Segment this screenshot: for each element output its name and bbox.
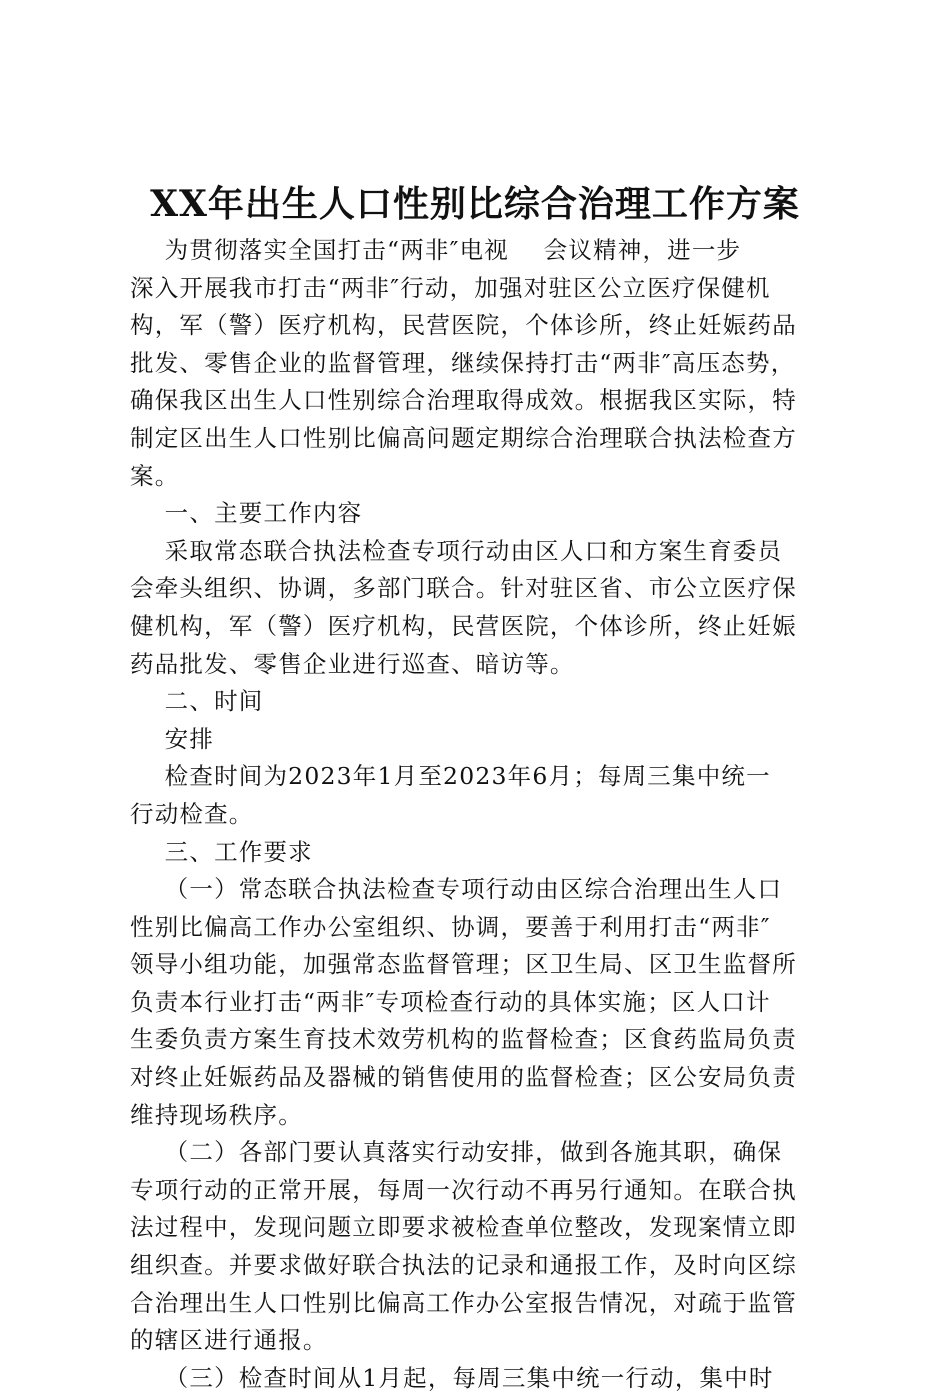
text-line: 维持现场秩序。 <box>130 1100 303 1129</box>
text-line: （一）常态联合执法检查专项行动由区综合治理出生人口 <box>130 875 783 904</box>
text-line: 案。 <box>130 461 180 490</box>
text-line: 领导小组功能，加强常态监督管理；区卫生局、区卫生监督所 <box>130 950 797 979</box>
text-line: 的辖区进行通报。 <box>130 1326 328 1355</box>
text-line: 为贯彻落实全国打击“两非″电视 会议精神，进一步 <box>130 236 742 264</box>
text-line: （三）检查时间从1月起，每周三集中统一行动，集中时 <box>130 1363 774 1392</box>
text-line: 对终止妊娠药品及器械的销售使用的监督检查；区公安局负责 <box>130 1063 797 1092</box>
text-line: 会牵头组织、协调，多部门联合。针对驻区省、市公立医疗保 <box>130 574 797 603</box>
document-title: XX年出生人口性别比综合治理工作方案 <box>150 183 800 225</box>
text-line: 专项行动的正常开展，每周一次行动不再另行通知。在联合执 <box>130 1175 797 1204</box>
text-line: 行动检查。 <box>130 799 254 828</box>
section-heading: 三、工作要求 <box>130 837 313 866</box>
text-line: 采取常态联合执法检查专项行动由区人口和方案生育委员 <box>130 536 783 565</box>
text-line: 检查时间为2023年1月至2023年6月；每周三集中统一 <box>130 762 771 791</box>
section-heading: 二、时间 <box>130 687 264 716</box>
text-line: 健机构，军（警）医疗机构，民营医院，个体诊所，终止妊娠 <box>130 611 797 640</box>
text-line: 生委负责方案生育技术效劳机构的监督检查；区食药监局负责 <box>130 1025 797 1054</box>
text-line: 构，军（警）医疗机构，民营医院，个体诊所，终止妊娠药品 <box>130 311 797 340</box>
text-line: 确保我区出生人口性别综合治理取得成效。根据我区实际，特 <box>130 386 797 415</box>
text-line: 批发、零售企业的监督管理，继续保持打击“两非″高压态势， <box>130 348 796 377</box>
text-line: 性别比偏高工作办公室组织、协调，要善于利用打击“两非″ <box>130 912 771 941</box>
text-line: 组织查。并要求做好联合执法的记录和通报工作，及时向区综 <box>130 1251 797 1280</box>
text-line: 法过程中，发现问题立即要求被检查单位整改，发现案情立即 <box>130 1213 797 1242</box>
section-heading: 一、主要工作内容 <box>130 499 363 528</box>
document-body <box>130 232 830 1397</box>
text-line: 深入开展我市打击“两非″行动，加强对驻区公立医疗保健机 <box>130 273 771 302</box>
text-line: 药品批发、零售企业进行巡查、暗访等。 <box>130 649 575 678</box>
text-line: 负责本行业打击“两非″专项检查行动的具体实施；区人口计 <box>130 987 771 1016</box>
text-line: 安排 <box>130 724 215 753</box>
text-line: （二）各部门要认真落实行动安排，做到各施其职，确保 <box>130 1138 783 1167</box>
text-line: 合治理出生人口性别比偏高工作办公室报告情况，对疏于监管 <box>130 1288 797 1317</box>
text-line: 制定区出生人口性别比偏高问题定期综合治理联合执法检查方 <box>130 423 797 452</box>
